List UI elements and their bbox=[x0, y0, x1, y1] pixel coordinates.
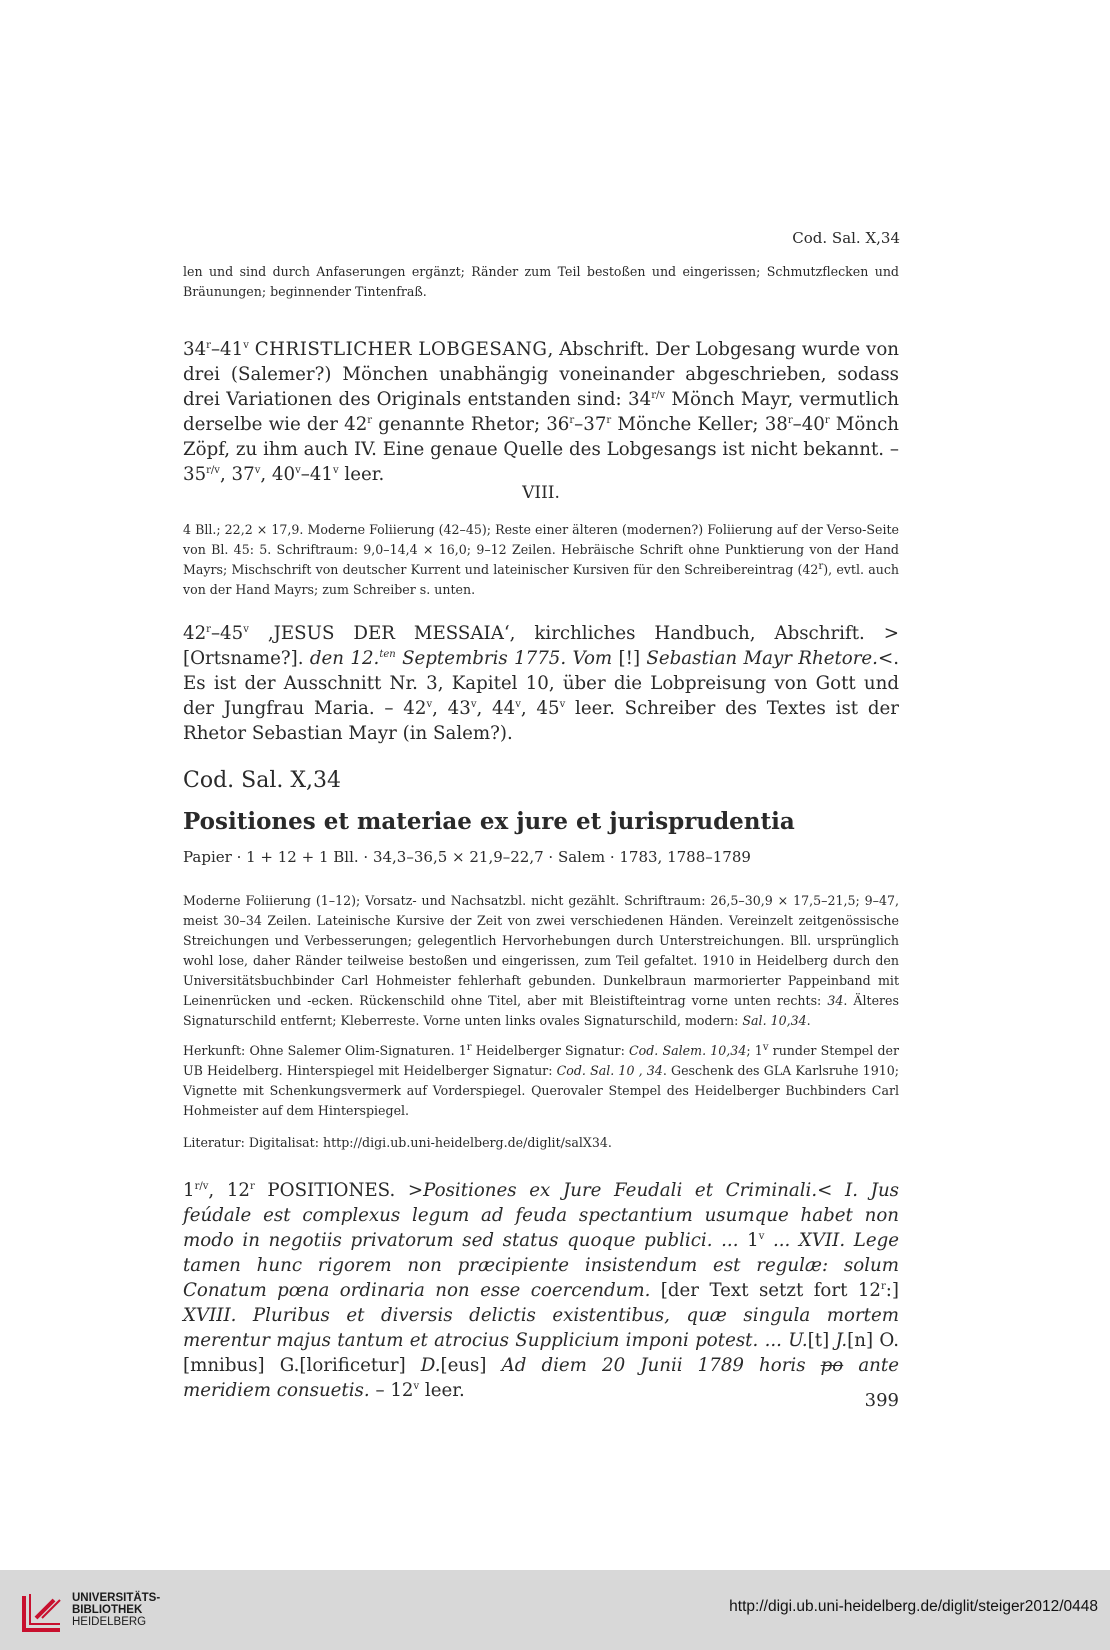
page-number: 399 bbox=[864, 1390, 899, 1411]
viewer-footer bbox=[0, 1570, 1110, 1650]
codex-subtitle: Papier · 1 + 12 + 1 Bll. · 34,3–36,5 × 21,9–22,7 · Salem · 1783, 1788–1789 bbox=[183, 848, 751, 866]
paragraph-herkunft: Herkunft: Ohne Salemer Olim-Signaturen. 1$^r$ Heidelberger Signatur: Cod. Salem. 10,34; 1$^v$ runder Stempel der UB Heidelberg. Hinterspiegel mit Heidelberger Signatur: Cod. Sal. 10 , 34. Geschenk des GLA Karlsruhe 1910; Vignette mit Schenkungsvermerk auf Vorderspiegel. Querovaler Stempel des Heidelberger Buchbinders Carl Hohmeister auf dem Hinterspiegel. bbox=[183, 1041, 900, 1118]
running-head: Cod. Sal. X,34 bbox=[792, 229, 900, 247]
entry-christlicher-lobgesang: 34$^r$–41$^v$ CHRISTLICHER LOBGESANG, Abschrift. Der Lobgesang wurde von drei (Salemer?) Mönchen unabhängig voneinander abgeschrieben, sodass drei Variationen des Originals entstanden sind: $34^{r/v}$ Mönch Mayr, vermutlich derselbe wie der 42$^r$ genannte Rhetor; 36$^r$–37$^r$ Mönche Keller; 38$^r$–40$^r$ Mönch Zöpf, zu ihm auch IV. Eine genaue Quelle des Lobgesangs ist nicht bekannt. – $35^{r/v}$, 37$^v$, 40$^v$–41$^v$ leer. bbox=[183, 339, 899, 485]
paragraph-physical-description: 4 Bll.; 22,2 × 17,9. Moderne Foliierung (42–45); Reste einer älteren (modernen?) Foliierung auf der Verso-Seite von Bl. 45: 5. Schriftraum: 9,0–14,4 × 16,0; 9–12 Zeilen. Hebräische Schrift ohne Punktierung von der Hand Mayrs; Mischschrift von deutscher Kurrent und lateinischer Kursiven für den Schreibereintrag (42$^r$), evtl. auch von der Hand Mayrs; zum Schreiber s. unten. bbox=[183, 522, 899, 597]
codex-heading: Cod. Sal. X,34 bbox=[183, 768, 342, 793]
section-number: VIII. bbox=[522, 483, 560, 503]
codex-title: Positiones et materiae ex jure et jurisprudentia bbox=[183, 808, 795, 835]
paragraph-binding-condition: len und sind durch Anfaserungen ergänzt; Ränder zum Teil bestoßen und eingerissen; Schmutzflecken und Bräunungen; beginnender Tintenfraß. bbox=[183, 264, 899, 299]
permalink-url[interactable]: http://digi.ub.uni-heidelberg.de/diglit/steiger2012/0448 bbox=[729, 1598, 1098, 1615]
paragraph-literatur: Literatur: Digitalisat: http://digi.ub.uni-heidelberg.de/diglit/salX34. bbox=[183, 1135, 612, 1150]
entry-jesus-der-messaia: 42$^r$–45$^v$ ‚JESUS DER MESSAIA‘, kirchliches Handbuch, Abschrift. >[Ortsname?]. den 12.$^{ten}$ Septembris 1775. Vom [!] Sebastian Mayr Rhetore.<. Es ist der Ausschnitt Nr. 3, Kapitel 10, über die Lobpreisung von Gott und der Jungfrau Maria. – 42$^v$, 43$^v$, 44$^v$, 45$^v$ leer. Schreiber des Textes ist der Rhetor Sebastian Mayr (in Salem?). bbox=[183, 623, 899, 744]
entry-heading: CHRISTLICHER LOBGESANG bbox=[254, 339, 548, 360]
library-logo-icon bbox=[20, 1590, 66, 1632]
paragraph-codex-description: Moderne Foliierung (1–12); Vorsatz- und Nachsatzbl. nicht gezählt. Schriftraum: 26,5–30,9 × 17,5–21,5; 9–47, meist 30–34 Zeilen. Lateinische Kursive der Zeit von zwei verschiedenen Händen. Vereinzelt zeitgenössische Streichungen und Verbesserungen; gelegentlich Hervorhebungen durch Unterstreichungen. Bll. ursprünglich wohl lose, daher Ränder teilweise bestoßen und eingerissen, zum Teil gefaltet. 1910 in Heidelberg durch den Universitätsbuchbinder Carl Hohmeister fehlerhaft gebunden. Dunkelbraun marmorierter Pappeinband mit Leinenrücken und -ecken. Rückenschild ohne Titel, aber mit Bleistifteintrag vorne unten rechts: 34. Älteres Signaturschild entfernt; Kleberreste. Vorne unten links ovales Signaturschild, modern: Sal. 10,34. bbox=[183, 893, 899, 1028]
library-name: UNIVERSITÄTS- BIBLIOTHEK HEIDELBERG bbox=[72, 1592, 161, 1628]
entry-positiones: $1^{r/v}$, 12$^r$ POSITIONES. >Positiones ex Jure Feudali et Criminali.< I. Jus feúdale est complexus legum ad feuda spectantium usumque habet non modo in negotiis privatorum sed status quoque publici. ... 1$^v$ ... XVII. Lege tamen hunc rigorem non præcipiente insistendum est regulæ: solum Conatum pœna ordinaria non esse coercendum. [der Text setzt fort 12$^r$:] XVIII. Pluribus et diversis delictis existentibus, quæ singula mortem merentur majus tantum et atrocius Supplicium imponi potest. ... U.[t] J.[n] O.[mnibus] G.[lorificetur] D.[eus] Ad diem 20 Junii 1789 horis po ante meridiem consuetis. – 12$^v$ leer. bbox=[183, 1180, 900, 1401]
